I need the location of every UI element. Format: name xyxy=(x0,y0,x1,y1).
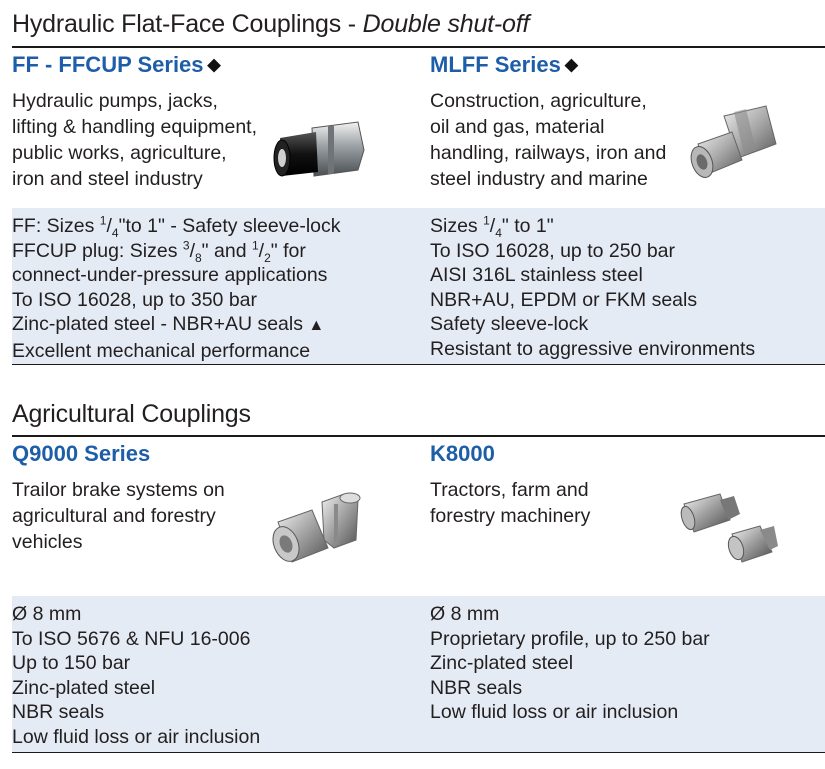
ff-spec-sizes: FF: Sizes $^1/_4"to$ 1" - Safety sleeve-lock xyxy=(12,213,341,240)
mlff-spec-sizes: Sizes $^1/_4$" to 1" xyxy=(430,213,554,240)
ff-spec-line: Excellent mechanical performance xyxy=(12,339,311,362)
ff-description: Hydraulic pumps, jacks, lifting & handling equipment, public works, agriculture, iron and steel industry xyxy=(12,90,257,190)
ff-specs xyxy=(12,214,341,363)
q9000-spec-line: NBR seals xyxy=(12,701,105,723)
ff-spec-line: connect-under-pressure applications xyxy=(12,264,328,286)
mlff-stainless-coupling-icon xyxy=(686,104,778,188)
mlff-spec-line: AISI 316L stainless steel xyxy=(430,264,643,286)
triangle-marker-icon: ▲ xyxy=(308,317,325,334)
ff-spec-zinc: Zinc-plated steel - NBR+AU seals ▲ xyxy=(12,313,325,335)
q9000-spec-line: Low fluid loss or air inclusion xyxy=(12,725,261,748)
mlff-description: Construction, agriculture, oil and gas, material handling, railways, iron and steel industry and marine xyxy=(430,90,667,190)
k8000-spec-line: Proprietary profile, up to 250 bar xyxy=(430,627,710,650)
section-rule xyxy=(12,46,825,48)
diamond-marker-icon: ◆ xyxy=(207,55,221,74)
k8000-spec-line: Zinc-plated steel xyxy=(430,652,574,674)
q9000-description: Trailor brake systems on agricultural and forestry vehicles xyxy=(12,479,225,553)
section-rule xyxy=(12,435,825,437)
k8000-spec-line: NBR seals xyxy=(430,676,523,699)
k8000-coupling-pair-icon xyxy=(680,490,780,570)
q9000-spec-line: Zinc-plated steel xyxy=(12,676,156,699)
series-title-ff-ffcup: FF - FFCUP Series ◆ xyxy=(12,52,221,77)
k8000-spec-line: Ø 8 mm xyxy=(430,603,500,625)
mlff-spec-line: Safety sleeve-lock xyxy=(430,313,589,335)
series-title-q9000: Q9000 Series xyxy=(12,441,151,466)
ff-spec-plug: FFCUP plug: Sizes $^3/_8$" and $^1/_2$" for xyxy=(12,238,306,265)
section-title-agricultural: Agricultural Couplings xyxy=(12,400,251,428)
q9000-spec-line: Up to 150 bar xyxy=(12,652,131,674)
diamond-marker-icon: ◆ xyxy=(564,55,578,74)
series-title-mlff: MLFF Series ◆ xyxy=(430,52,578,77)
section-title-hydraulic xyxy=(12,10,529,39)
mlff-specs xyxy=(430,214,755,361)
section1-bottom-rule xyxy=(12,364,825,365)
k8000-specs xyxy=(430,602,710,725)
flat-face-coupling-black-icon xyxy=(268,118,368,184)
q9000-coupling-pair-icon xyxy=(270,490,374,572)
q9000-specs xyxy=(12,602,260,749)
q9000-spec-line: Ø 8 mm xyxy=(12,603,82,625)
mlff-spec-line: NBR+AU, EPDM or FKM seals xyxy=(430,288,698,311)
section-title-main: Hydraulic Flat-Face Couplings - xyxy=(12,10,363,38)
section-subtitle: Double shut-off xyxy=(362,10,530,38)
series-title-k8000: K8000 xyxy=(430,441,495,466)
mlff-spec-line: Resistant to aggressive environments xyxy=(430,337,756,360)
section2-bottom-rule xyxy=(12,752,825,753)
ff-spec-line: To ISO 16028, up to 350 bar xyxy=(12,288,258,311)
q9000-spec-line: To ISO 5676 & NFU 16-006 xyxy=(12,627,251,650)
k8000-spec-line: Low fluid loss or air inclusion xyxy=(430,701,679,723)
k8000-description: Tractors, farm and forestry machinery xyxy=(430,479,591,527)
mlff-spec-line: To ISO 16028, up to 250 bar xyxy=(430,239,676,262)
